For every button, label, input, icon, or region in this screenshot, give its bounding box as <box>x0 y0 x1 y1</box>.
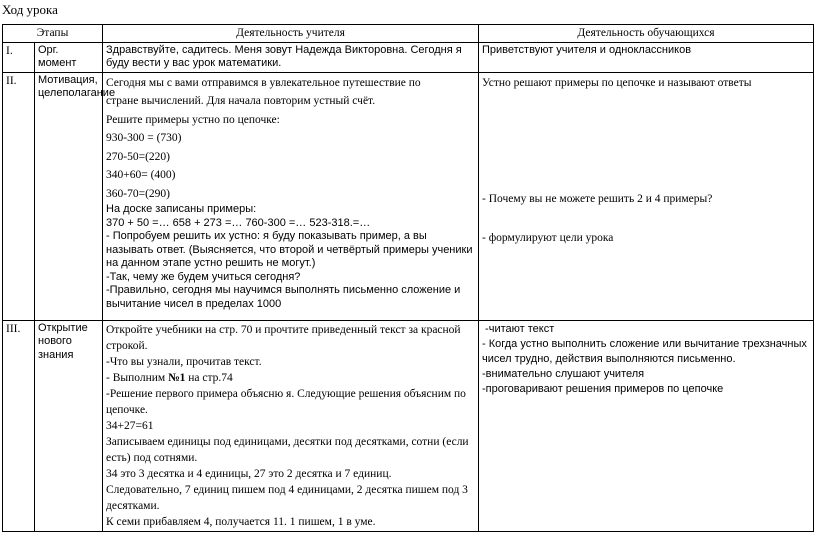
teacher-line: 930-300 = (730) <box>106 132 182 144</box>
teacher-line: -Так, чему же будем учиться сегодня? <box>106 270 301 283</box>
teacher-line: 370 + 50 =… 658 + 273 =… 760-300 =… 523-318.=… <box>106 216 371 229</box>
teacher-line: 34+27=61 <box>106 419 154 432</box>
exercise-number: №1 <box>168 371 186 384</box>
teacher-line: -Решение первого примера объясню я. Следующие решения объясним по цепочке. <box>106 387 466 416</box>
row-number: III. <box>3 320 35 531</box>
page-title: Ход урока <box>2 2 58 17</box>
teacher-line: стране вычислений. Для начала повторим устный счёт. <box>106 95 376 107</box>
table-row <box>3 72 814 320</box>
teacher-line: 34 это 3 десятка и 4 единицы, 27 это 2 десятка и 7 единиц. <box>106 467 392 480</box>
teacher-activity <box>103 72 479 320</box>
stage-name: Орг. момент <box>35 42 103 72</box>
student-line: -читают текст <box>482 322 555 335</box>
teacher-line: Решите примеры устно по цепочке: <box>106 113 280 126</box>
header-stages: Этапы <box>3 25 103 43</box>
teacher-line: Откройте учебники на стр. 70 и прочтите приведенный текст за красной строкой. <box>106 323 461 352</box>
student-line: - Почему вы не можете решить 2 и 4 примеры? <box>482 193 713 205</box>
student-line: Приветствуют учителя и одноклассников <box>482 43 692 56</box>
stage-name: Открытие нового знания <box>35 320 103 531</box>
teacher-line <box>106 370 475 386</box>
teacher-line: Здравствуйте, садитесь. Меня зовут Надежда Викторовна. Сегодня я буду вести у вас урок математики. <box>106 43 462 69</box>
student-line: - Когда устно выполнить сложение или вычитание трехзначных чисел трудно, действия выполняются письменно. <box>482 337 807 365</box>
row-number: I. <box>3 42 35 72</box>
student-activity <box>479 42 814 72</box>
teacher-line: Сегодня мы с вами отправимся в увлекательное путешествие по <box>106 76 421 89</box>
teacher-line: 270-50=(220) <box>106 150 170 163</box>
teacher-line: 340+60= (400) <box>106 169 176 181</box>
teacher-activity <box>103 320 479 531</box>
student-line: - формулируют цели урока <box>482 231 614 244</box>
student-line: -внимательно слушают учителя <box>482 367 645 380</box>
table-row <box>3 320 814 531</box>
lesson-table <box>2 24 814 532</box>
teacher-text: - Выполним <box>106 371 166 384</box>
teacher-activity <box>103 42 479 72</box>
student-activity <box>479 320 814 531</box>
header-row <box>3 25 814 43</box>
table-row <box>3 42 814 72</box>
teacher-line: На доске записаны примеры: <box>106 203 257 215</box>
header-teacher: Деятельность учителя <box>103 25 479 43</box>
teacher-line: К семи прибавляем 4, получается 11. 1 пишем, 1 в уме. <box>106 515 376 528</box>
student-activity <box>479 72 814 320</box>
student-line: Устно решают примеры по цепочке и называют ответы <box>482 76 752 89</box>
stage-name: Мотивация, целеполагание <box>35 72 103 320</box>
student-line: -проговаривают решения примеров по цепочке <box>482 382 724 395</box>
row-number: II. <box>3 72 35 320</box>
header-student: Деятельность обучающихся <box>479 25 814 43</box>
teacher-line: -Что вы узнали, прочитав текст. <box>106 355 262 368</box>
teacher-text: на стр.74 <box>188 371 233 384</box>
teacher-line: Записываем единицы под единицами, десятки под десятками, сотни (если есть) под сотнями. <box>106 435 469 464</box>
teacher-line: - Попробуем решить их устно: я буду показывать пример, а вы называть ответ. (Выясняется, что второй и четвёртый примеры ученики на данном этапе устно решить не могут.) <box>106 230 473 269</box>
teacher-line: -Правильно, сегодня мы научимся выполнять письменно сложение и вычитание чисел в пределах 1000 <box>106 284 461 310</box>
teacher-line: Следовательно, 7 единиц пишем под 4 единицами, 2 десятка пишем под 3 десятками. <box>106 483 468 512</box>
teacher-line: 360-70=(290) <box>106 187 170 200</box>
